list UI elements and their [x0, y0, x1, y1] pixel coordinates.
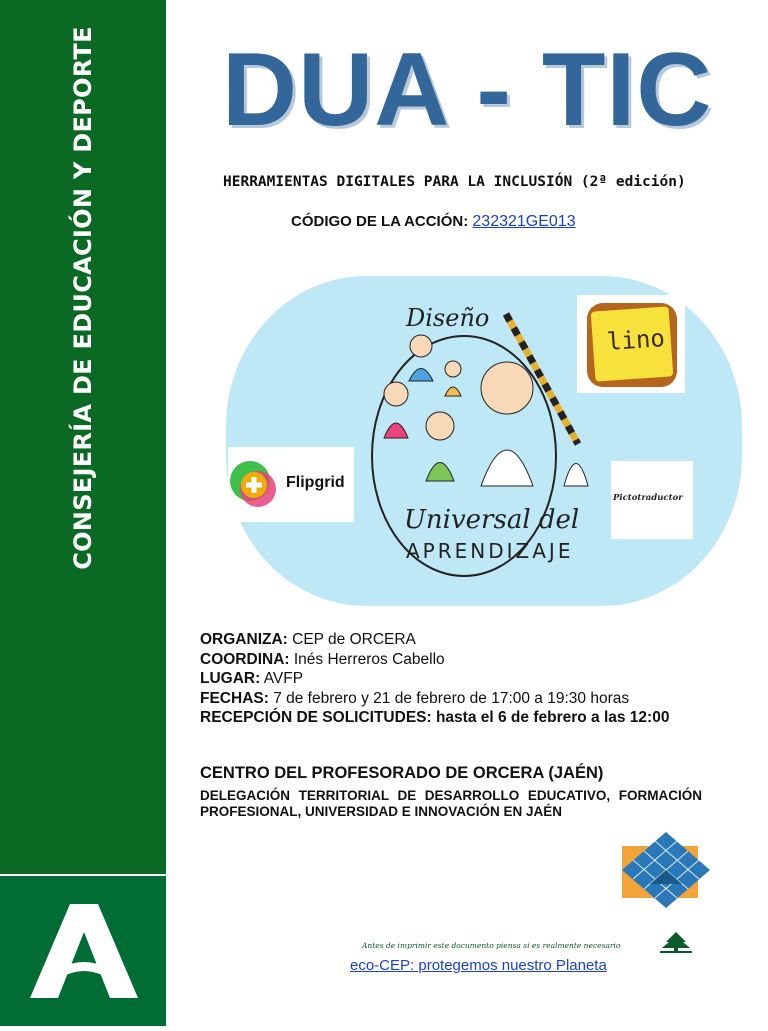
course-info	[200, 630, 715, 728]
lino-label: lino	[606, 324, 666, 356]
andalucia-a-icon	[0, 876, 166, 1026]
eco-cep-link[interactable]: eco-CEP: protegemos nuestro Planeta	[350, 957, 607, 974]
tree-icon	[658, 930, 694, 954]
action-code-link[interactable]: 232321GE013	[472, 213, 576, 230]
pictotraductor-label: Pictotraductor	[613, 493, 683, 503]
page-subtitle: HERRAMIENTAS DIGITALES PARA LA INCLUSIÓN (2ª edición)	[223, 174, 686, 190]
lugar-row	[200, 669, 715, 689]
organiza-label: ORGANIZA:	[200, 631, 288, 648]
sidebar	[0, 0, 166, 1024]
recepcion-solicitudes: RECEPCIÓN DE SOLICITUDES: hasta el 6 de febrero a las 12:00	[200, 709, 670, 726]
action-code	[291, 213, 576, 231]
lugar-label: LUGAR:	[200, 670, 261, 687]
eco-note: Antes de imprimir este documento piensa si es realmente necesario	[362, 941, 621, 950]
illustration-line3: APRENDIZAJE	[406, 539, 574, 563]
organiza-value: CEP de ORCERA	[292, 631, 416, 648]
page-title: DUA - TIC	[222, 32, 713, 148]
lugar-value: AVFP	[263, 670, 304, 687]
action-code-label: CÓDIGO DE LA ACCIÓN:	[291, 213, 469, 230]
organiza-row	[200, 630, 715, 650]
sidebar-title: CONSEJERÍA DE EDUCACIÓN Y DEPORTE	[69, 26, 97, 570]
fechas-value: 7 de febrero y 21 de febrero de 17:00 a 19:30 horas	[273, 689, 630, 707]
illustration-line1: Diseño	[406, 304, 490, 332]
fechas-row	[200, 689, 715, 709]
delegacion-text: DELEGACIÓN TERRITORIAL DE DESARROLLO EDUCATIVO, FORMACIÓN PROFESIONAL, UNIVERSIDAD E INNOVACIÓN EN JAÉN	[200, 788, 702, 819]
coordina-label: COORDINA:	[200, 650, 290, 668]
junta-andalucia-logo	[0, 874, 166, 1026]
coordina-row	[200, 650, 715, 670]
centro-title: CENTRO DEL PROFESORADO DE ORCERA (JAÉN)	[200, 764, 604, 782]
cep-orcera-logo	[622, 832, 712, 910]
coordina-value: Inés Herreros Cabello	[293, 650, 445, 668]
flipgrid-label: Flipgrid	[286, 474, 345, 491]
fechas-label: FECHAS:	[200, 689, 269, 707]
flipgrid-icon	[228, 447, 288, 522]
illustration-line2: Universal del	[404, 505, 580, 535]
